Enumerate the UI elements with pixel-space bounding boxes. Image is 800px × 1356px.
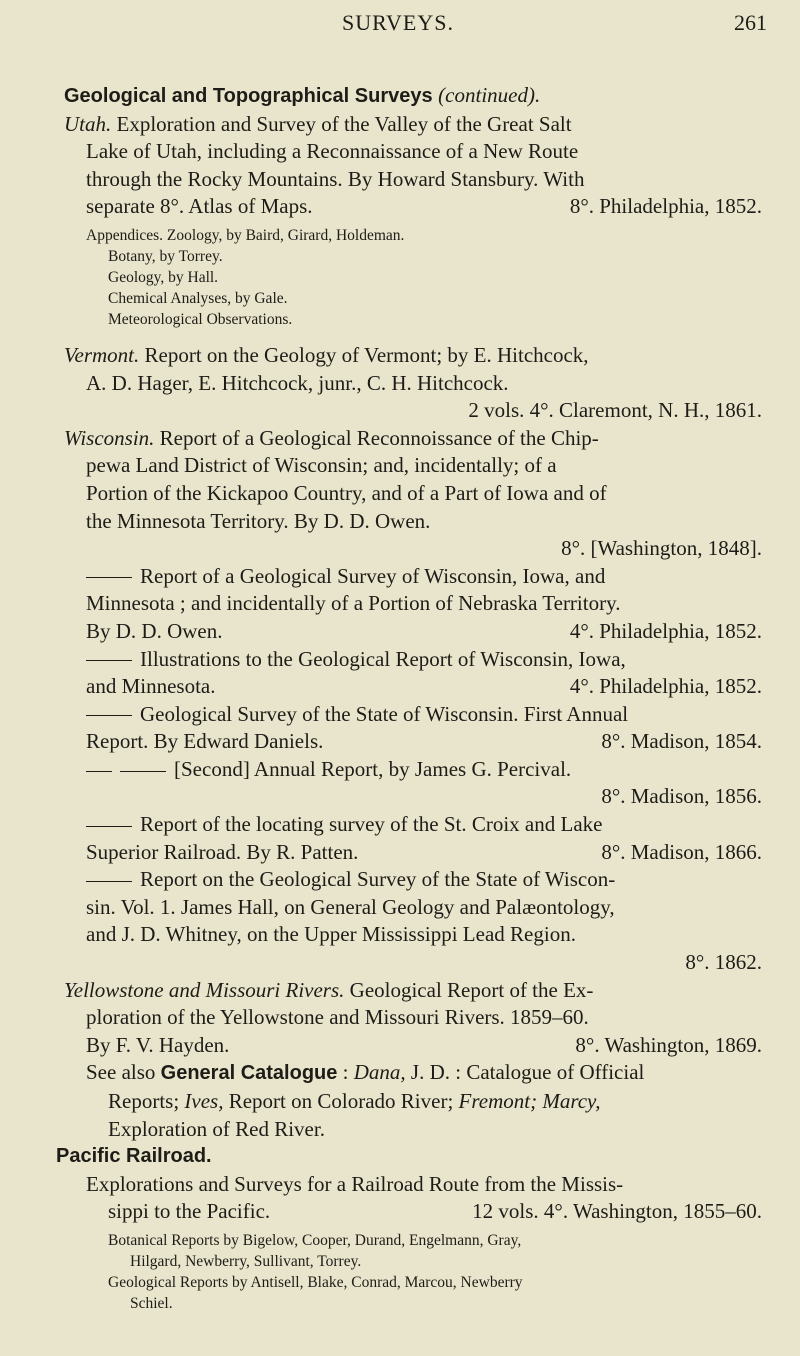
place-name: Vermont. — [64, 342, 140, 367]
section-heading: Pacific Railroad. — [56, 1145, 212, 1168]
entry-vermont: Vermont. Report on the Geology of Vermont; by E. Hitchcock, A. D. Hager, E. Hitchcock, junr., C. H. Hitchcock. 2 vols. 4°. Claremont, N. H., 1861. — [64, 342, 762, 423]
entry-utah: Utah. Exploration and Survey of the Valley of the Great Salt Lake of Utah, including a Reconnaissance of a New Route through the Rocky Mountains. By Howard Stansbury. With separate 8°. Atlas of Maps. 8°. Philadelphia, 1852. Appendices. Zoology, by Baird, Girard, Holdeman. Botany, by Torrey. Geology, by Hall. Chemical Analyses, by Gale. Meteorological Observations. — [64, 111, 770, 330]
see-also-reference: See also General Catalogue : Dana, J. D. : Catalogue of Official — [86, 1060, 645, 1085]
contents-note: Geological Reports by Antisell, Blake, Conrad, Marcou, Newberry — [108, 1273, 523, 1291]
place-name: Yellowstone and Missouri Rivers. — [64, 977, 345, 1002]
place-name: Utah. — [64, 111, 112, 136]
page-content — [56, 82, 770, 1314]
heading-note: (continued). — [438, 83, 541, 107]
ditto-dash — [86, 881, 132, 882]
entry-wisconsin: Wisconsin. Report of a Geological Reconnoissance of the Chip- pewa Land District of Wisconsin; and, incidentally; of a Portion of the Kickapoo Country, and of a Part of Iowa and of the Minnesota Territory. By D. D. Owen. 8°. [Washington, 1848]. Report of a Geological Survey of Wisconsin, Iowa, and Minnesota ; and incidentally of a Portion of Nebraska Territory. By D. D. Owen. 4°. Philadelphia, 1852. Illustrations to the Geological Report of Wisconsin, Iowa, and Minnesota. 4°. Philadelphia, 1852. Geological Survey of the State of Wisconsin. First Annual Report. By Edward Daniels. 8°. Madison, 1854. [Second] Annual Report, by James G. Percival. 8°. Madison, 1856. Report of the locating survey of the St. Croix and Lake Superior Railroad. By R. Patten. 8°. Madison, 1866. Report on the Geological Survey of the State of Wiscon- sin. Vol. 1. James Hall, on General Geology and Palæontology, and J. D. Whitney, on the Upper Mississippi Lead Region. 8°. 1862. — [64, 425, 762, 975]
ditto-dash — [86, 577, 132, 578]
contents-note: Botanical Reports by Bigelow, Cooper, Durand, Engelmann, Gray, — [108, 1231, 522, 1249]
entry-pacific-railroad: Pacific Railroad. Explorations and Surveys for a Railroad Route from the Missis- sippi to the Pacific. 12 vols. 4°. Washington, 1855–60. Botanical Reports by Bigelow, Cooper, Durand, Engelmann, Gray, Hilgard, Newberry, Sullivant, Torrey. Geological Reports by Antisell, Blake, Conrad, Marcou, Newberry Schiel. — [64, 1143, 770, 1314]
ditto-dash — [120, 771, 166, 772]
ditto-dash — [86, 715, 132, 716]
appendix-note: Appendices. Zoology, by Baird, Girard, Holdeman. — [86, 226, 405, 244]
ditto-dash — [86, 771, 112, 772]
ditto-dash — [86, 826, 132, 827]
page-number: 261 — [734, 10, 767, 35]
page-header — [0, 10, 800, 38]
running-head: SURVEYS. — [342, 10, 454, 35]
entry-yellowstone: Yellowstone and Missouri Rivers. Geological Report of the Ex- ploration of the Yellowstone and Missouri Rivers. 1859–60. By F. V. Hayden. 8°. Washington, 1869. See also General Catalogue : Dana, J. D. : Catalogue of Official Reports; Ives, Report on Colorado River; Fremont; Marcy, Exploration of Red River. — [64, 977, 770, 1144]
ditto-dash — [86, 660, 132, 661]
section-heading: Geological and Topographical Surveys (continued). — [64, 83, 541, 107]
place-name: Wisconsin. — [64, 425, 155, 450]
